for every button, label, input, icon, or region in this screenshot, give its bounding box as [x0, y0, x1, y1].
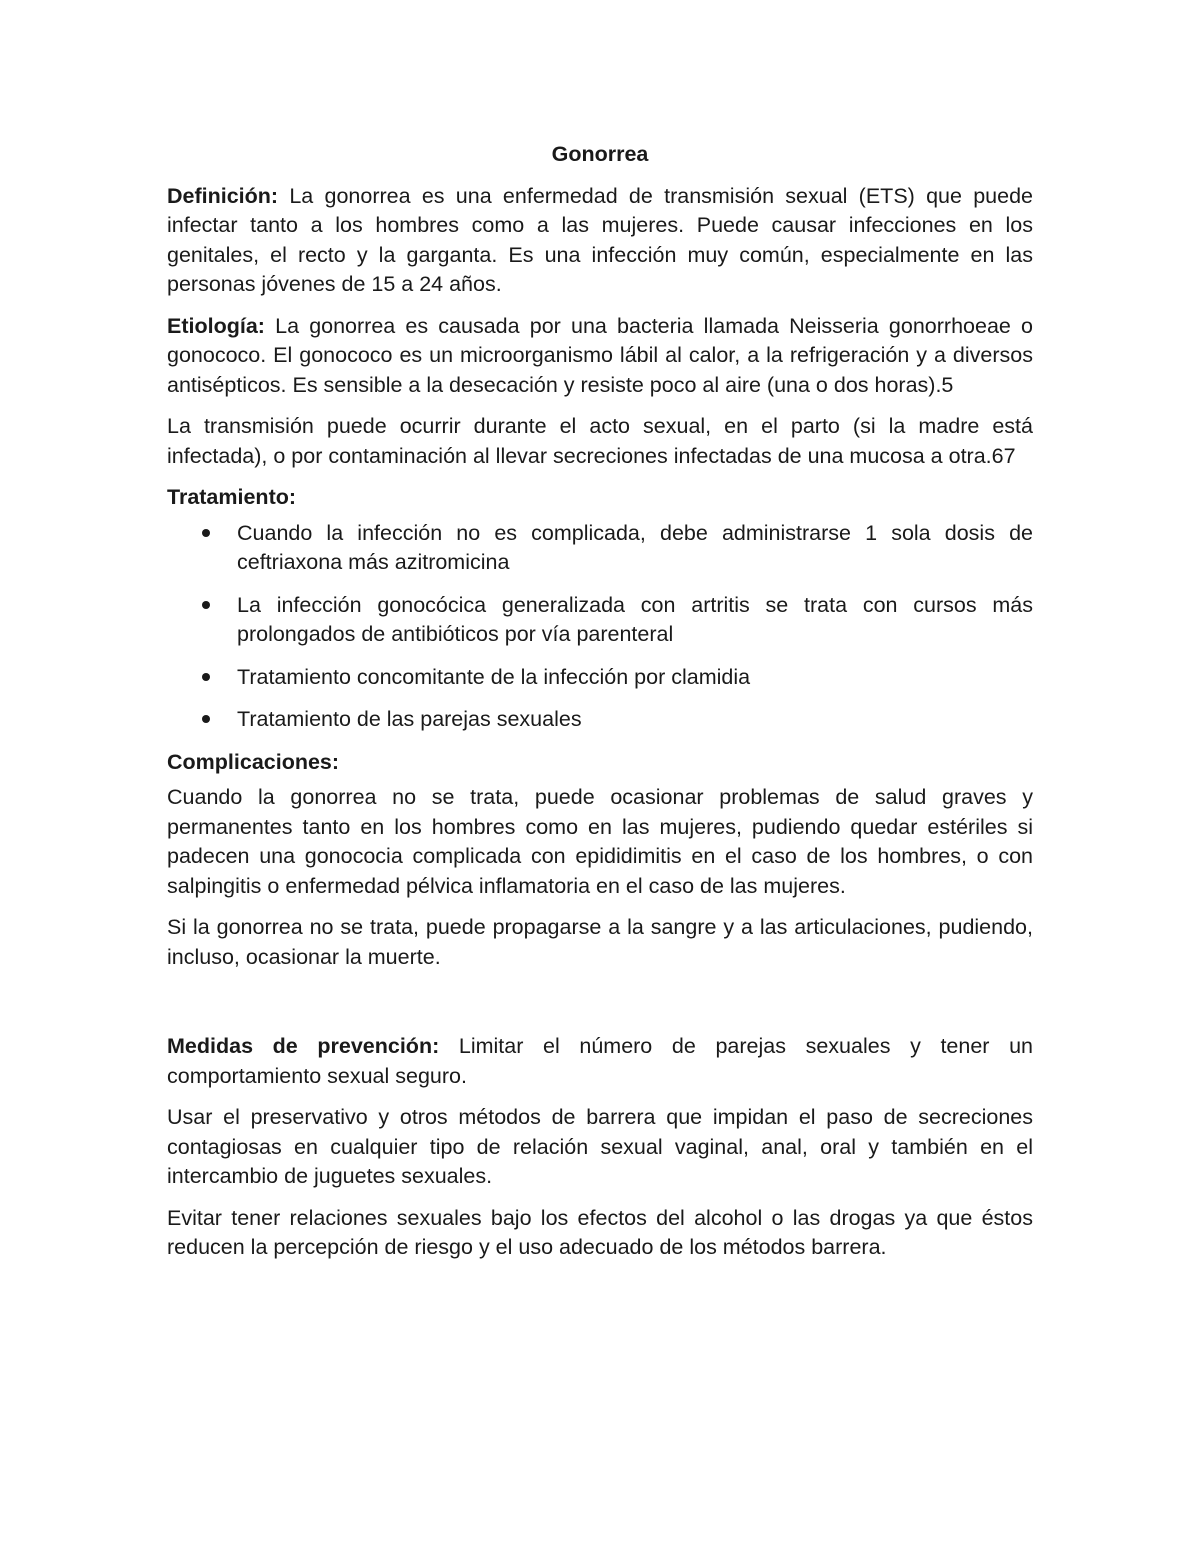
etiologia-text: La gonorrea es causada por una bacteria llamada Neisseria gonorrhoeae o gonococo. El gonococo es un microorganismo lábil al calor, a la refrigeración y a diversos antisépticos. Es sensible a la desecación y resiste poco al aire (una o dos horas).5	[167, 313, 1033, 397]
complicaciones-paragraph-2: Si la gonorrea no se trata, puede propagarse a la sangre y a las articulaciones, pudiendo, incluso, ocasionar la muerte.	[167, 915, 1033, 969]
list-item-text: Tratamiento de las parejas sexuales	[237, 707, 582, 731]
definicion-text: La gonorrea es una enfermedad de transmisión sexual (ETS) que puede infectar tanto a los hombres como a las mujeres. Puede causar infecciones en los genitales, el recto y la garganta. Es una infección muy común, especialmente en las personas jóvenes de 15 a 24 años.	[167, 183, 1033, 296]
document-title: Gonorrea	[551, 142, 649, 166]
transmision-paragraph: La transmisión puede ocurrir durante el acto sexual, en el parto (si la madre está infectada), o por contaminación al llevar secreciones infectadas de una mucosa a otra.67	[167, 414, 1033, 468]
prevencion-text: Limitar el número de parejas sexuales y tener un comportamiento sexual seguro.	[167, 1034, 1033, 1088]
list-item-text: La infección gonocócica generalizada con artritis se trata con cursos más prolongados de antibióticos por vía parenteral	[237, 592, 1033, 646]
prevencion-paragraph	[167, 1032, 1033, 1091]
etiologia-label: Etiología:	[167, 313, 265, 338]
bullet-icon	[202, 673, 210, 681]
list-item	[167, 663, 1033, 693]
prevencion-paragraph-2: Usar el preservativo y otros métodos de barrera que impidan el paso de secreciones contagiosas en cualquier tipo de relación sexual vaginal, anal, oral y también en el intercambio de juguetes sexuales.	[167, 1105, 1033, 1188]
complicaciones-heading: Complicaciones:	[167, 749, 340, 774]
list-item-text: Cuando la infección no es complicada, debe administrarse 1 sola dosis de ceftriaxona más azitromicina	[237, 520, 1033, 574]
etiologia-paragraph	[167, 312, 1033, 401]
prevencion-label: Medidas de prevención:	[167, 1034, 440, 1058]
list-item-text: Tratamiento concomitante de la infección por clamidia	[237, 664, 751, 689]
document-page	[167, 140, 1033, 1275]
section-spacer	[167, 984, 1033, 1032]
complicaciones-paragraph-1: Cuando la gonorrea no se trata, puede ocasionar problemas de salud graves y permanentes tanto en los hombres como en las mujeres, pudiendo quedar estériles si padecen una gonococia complicada con epididimitis en el caso de los hombres, o con salpingitis o enfermedad pélvica inflamatoria en el caso de las mujeres.	[167, 785, 1033, 898]
tratamiento-list	[167, 519, 1033, 735]
list-item	[167, 705, 1033, 735]
definicion-paragraph	[167, 182, 1033, 300]
bullet-icon	[202, 715, 210, 723]
prevencion-paragraph-3: Evitar tener relaciones sexuales bajo los efectos del alcohol o las drogas ya que éstos reducen la percepción de riesgo y el uso adecuado de los métodos barrera.	[167, 1205, 1033, 1259]
list-item	[167, 519, 1033, 578]
bullet-icon	[202, 601, 210, 609]
bullet-icon	[202, 529, 210, 537]
list-item	[167, 591, 1033, 650]
definicion-label: Definición:	[167, 183, 279, 208]
tratamiento-heading: Tratamiento:	[167, 485, 297, 509]
